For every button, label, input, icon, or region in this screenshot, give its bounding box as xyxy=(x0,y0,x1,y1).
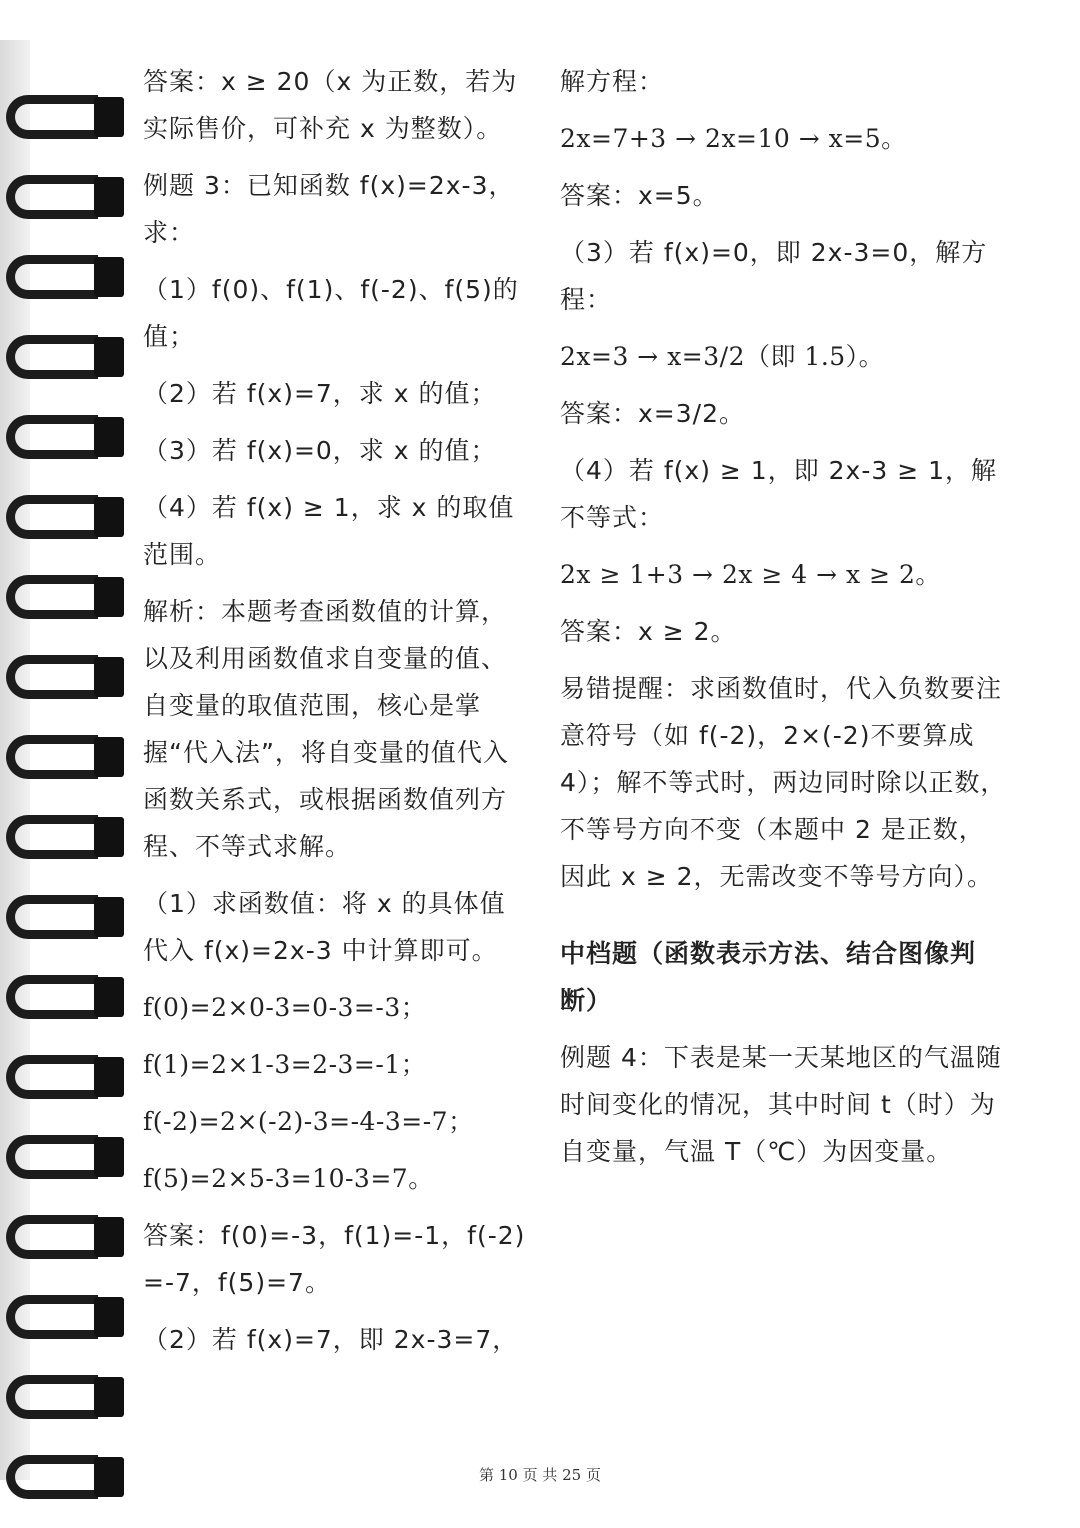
ring-loop xyxy=(6,1055,98,1099)
question-4: （4）若 f(x) ≥ 1，求 x 的取值范围。 xyxy=(143,493,515,569)
punch-hole xyxy=(94,337,124,377)
left-column xyxy=(143,58,528,1373)
error-reminder: 易错提醒：求函数值时，代入负数要注意符号（如 f(-2)，2×(-2)不要算成 4）；解不等式时，两边同时除以正数，不等号方向不变（本题中 2 是正数，因此 x ≥ 2，无需改变不等号方向）。 xyxy=(560,674,1007,891)
punch-hole xyxy=(94,417,124,457)
solution-2-intro: （2）若 f(x)=7，即 2x-3=7， xyxy=(143,1325,519,1354)
spiral-ring xyxy=(6,175,124,221)
punch-hole xyxy=(94,1057,124,1097)
spiral-ring xyxy=(6,335,124,381)
punch-hole xyxy=(94,737,124,777)
solution-1-intro: （1）求函数值：将 x 的具体值代入 f(x)=2x-3 中计算即可。 xyxy=(143,889,506,965)
spiral-binding xyxy=(0,40,135,1480)
punch-hole xyxy=(94,657,124,697)
question-2: （2）若 f(x)=7，求 x 的值； xyxy=(143,379,497,408)
question-3: （3）若 f(x)=0，求 x 的值； xyxy=(143,436,497,465)
spiral-ring xyxy=(6,1135,124,1181)
ring-loop xyxy=(6,1295,98,1339)
ring-loop xyxy=(6,1215,98,1259)
example-4-title: 例题 4：下表是某一天某地区的气温随时间变化的情况，其中时间 t（时）为自变量，气温 T（℃）为因变量。 xyxy=(560,1043,1002,1166)
punch-hole xyxy=(94,97,124,137)
answer-ex2: 答案：x ≥ 20（x 为正数，若为实际售价，可补充 x 为整数）。 xyxy=(143,67,518,143)
ring-loop xyxy=(6,815,98,859)
ring-loop xyxy=(6,495,98,539)
spiral-ring xyxy=(6,495,124,541)
page-footer: 第 10 页 共 25 页 xyxy=(478,1466,601,1484)
formula-f-neg2: f(-2)=2×(-2)-3=-4-3=-7； xyxy=(143,1107,474,1136)
ring-loop xyxy=(6,255,98,299)
spiral-ring xyxy=(6,975,124,1021)
answer-1: 答案：f(0)=-3，f(1)=-1，f(-2)=-7，f(5)=7。 xyxy=(143,1221,526,1297)
ring-loop xyxy=(6,415,98,459)
formula-f1: f(1)=2×1-3=2-3=-1； xyxy=(143,1050,427,1079)
analysis-text: 解析：本题考查函数值的计算，以及利用函数值求自变量的值、自变量的取值范围，核心是掌握“代入法”，将自变量的值代入函数关系式，或根据函数值列方程、不等式求解。 xyxy=(143,597,509,861)
ring-loop xyxy=(6,335,98,379)
ring-loop xyxy=(6,1375,98,1419)
ring-loop xyxy=(6,175,98,219)
ring-loop xyxy=(6,895,98,939)
section-heading: 中档题（函数表示方法、结合图像判断） xyxy=(560,939,977,1015)
question-1: （1）f(0)、f(1)、f(-2)、f(5)的值； xyxy=(143,275,519,351)
punch-hole xyxy=(94,177,124,217)
ring-loop xyxy=(6,975,98,1019)
solution-4-intro: （4）若 f(x) ≥ 1，即 2x-3 ≥ 1，解不等式： xyxy=(560,456,998,532)
punch-hole xyxy=(94,1137,124,1177)
spiral-ring xyxy=(6,655,124,701)
solution-3-steps: 2x=3 → x=3/2（即 1.5）。 xyxy=(560,342,885,371)
spiral-ring xyxy=(6,1055,124,1101)
spiral-ring xyxy=(6,815,124,861)
ring-loop xyxy=(6,575,98,619)
punch-hole xyxy=(94,577,124,617)
answer-2: 答案：x=5。 xyxy=(560,181,719,210)
answer-4: 答案：x ≥ 2。 xyxy=(560,617,737,646)
example-3-title: 例题 3：已知函数 f(x)=2x-3，求： xyxy=(143,171,515,247)
solution-4-steps: 2x ≥ 1+3 → 2x ≥ 4 → x ≥ 2。 xyxy=(560,560,941,589)
spiral-ring xyxy=(6,95,124,141)
ring-loop xyxy=(6,655,98,699)
ring-loop xyxy=(6,1135,98,1179)
solution-2-steps: 2x=7+3 → 2x=10 → x=5。 xyxy=(560,124,907,153)
spiral-ring xyxy=(6,1295,124,1341)
punch-hole xyxy=(94,817,124,857)
punch-hole xyxy=(94,977,124,1017)
spiral-ring xyxy=(6,735,124,781)
answer-3: 答案：x=3/2。 xyxy=(560,399,745,428)
solve-equation-label: 解方程： xyxy=(560,67,665,96)
spiral-ring xyxy=(6,255,124,301)
spiral-ring xyxy=(6,1215,124,1261)
punch-hole xyxy=(94,497,124,537)
formula-f5: f(5)=2×5-3=10-3=7。 xyxy=(143,1164,434,1193)
spiral-ring xyxy=(6,895,124,941)
solution-3-intro: （3）若 f(x)=0，即 2x-3=0，解方程： xyxy=(560,238,988,314)
formula-f0: f(0)=2×0-3=0-3=-3； xyxy=(143,993,427,1022)
ring-loop xyxy=(6,95,98,139)
ring-loop xyxy=(6,735,98,779)
punch-hole xyxy=(94,1217,124,1257)
right-column xyxy=(560,58,1010,1185)
punch-hole xyxy=(94,1297,124,1337)
spiral-ring xyxy=(6,415,124,461)
spiral-ring xyxy=(6,575,124,621)
punch-hole xyxy=(94,1377,124,1417)
punch-hole xyxy=(94,257,124,297)
spiral-ring xyxy=(6,1375,124,1421)
punch-hole xyxy=(94,897,124,937)
